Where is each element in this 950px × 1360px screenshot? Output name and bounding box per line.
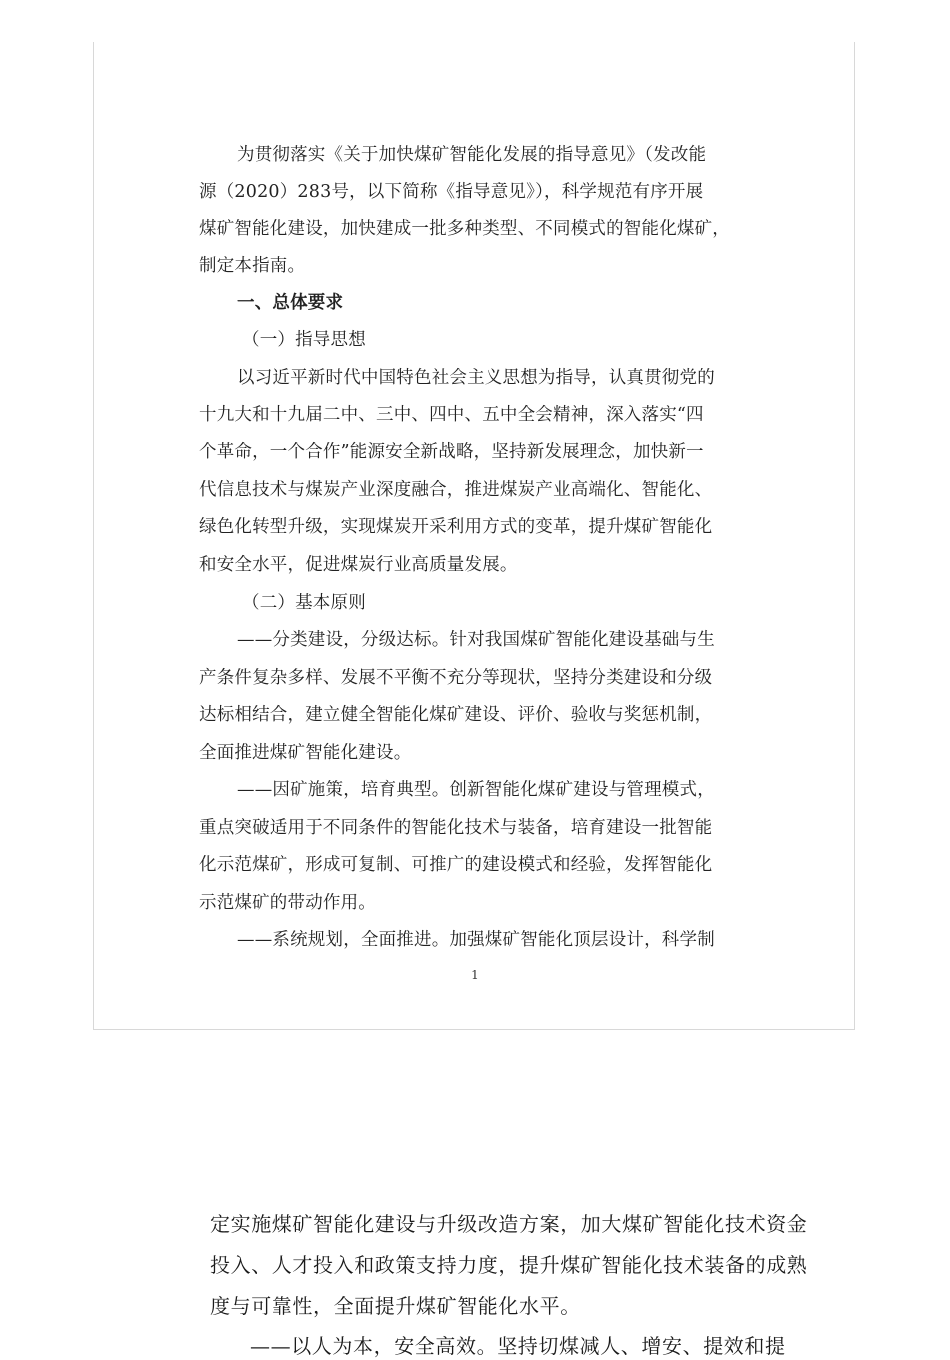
paragraph-line: ——因矿施策，培育典型。创新智能化煤矿建设与管理模式，	[237, 780, 715, 800]
paragraph-line: 示范煤矿的带动作用。	[199, 893, 376, 913]
paragraph-line: 全面推进煤矿智能化建设。	[199, 743, 412, 763]
page-number: 1	[471, 968, 479, 982]
paragraph-line: 重点突破适用于不同条件的智能化技术与装备，培育建设一批智能	[199, 818, 713, 838]
paragraph-line: 绿色化转型升级，实现煤炭开采利用方式的变革，提升煤矿智能化	[199, 517, 713, 537]
paragraph-line: ——系统规划，全面推进。加强煤矿智能化顶层设计，科学制	[237, 930, 715, 950]
document-page-1	[93, 42, 855, 1030]
paragraph-line: ——以人为本，安全高效。坚持切煤减人、增安、提效和提	[250, 1334, 786, 1358]
paragraph-line: 和安全水平，促进煤炭行业高质量发展。	[199, 555, 518, 575]
section-heading: 一、总体要求	[237, 293, 344, 313]
paragraph-line: 产条件复杂多样、发展不平衡不充分等现状，坚持分类建设和分级	[199, 668, 713, 688]
paragraph-line: 为贯彻落实《关于加快煤矿智能化发展的指导意见》（发改能	[237, 145, 707, 165]
paragraph-line: 以习近平新时代中国特色社会主义思想为指导，认真贯彻党的	[237, 368, 715, 388]
paragraph-line: 度与可靠性，全面提升煤矿智能化水平。	[210, 1294, 581, 1318]
subsection-heading: （二）基本原则	[242, 593, 366, 613]
paragraph-line: 定实施煤矿智能化建设与升级改造方案，加大煤矿智能化技术资金	[210, 1212, 808, 1236]
document-page-2	[0, 1180, 950, 1358]
paragraph-line: 源（2020）283号，以下简称《指导意见》），科学规范有序开展	[199, 182, 704, 202]
paragraph-line: 化示范煤矿，形成可复制、可推广的建设模式和经验，发挥智能化	[199, 855, 713, 875]
paragraph-line: 达标相结合，建立健全智能化煤矿建设、评价、验收与奖惩机制，	[199, 705, 713, 725]
paragraph-line: 十九大和十九届二中、三中、四中、五中全会精神，深入落实“四	[199, 405, 704, 425]
paragraph-line: 投入、人才投入和政策支持力度，提升煤矿智能化技术装备的成熟	[210, 1253, 808, 1277]
paragraph-line: 制定本指南。	[199, 256, 306, 276]
paragraph-line: ——分类建设，分级达标。针对我国煤矿智能化建设基础与生	[237, 630, 715, 650]
paragraph-line: 代信息技术与煤炭产业深度融合，推进煤炭产业高端化、智能化、	[199, 480, 713, 500]
subsection-heading: （一）指导思想	[242, 330, 366, 350]
paragraph-line: 个革命，一个合作”能源安全新战略，坚持新发展理念，加快新一	[199, 442, 704, 462]
paragraph-line: 煤矿智能化建设，加快建成一批多种类型、不同模式的智能化煤矿，	[199, 219, 730, 239]
